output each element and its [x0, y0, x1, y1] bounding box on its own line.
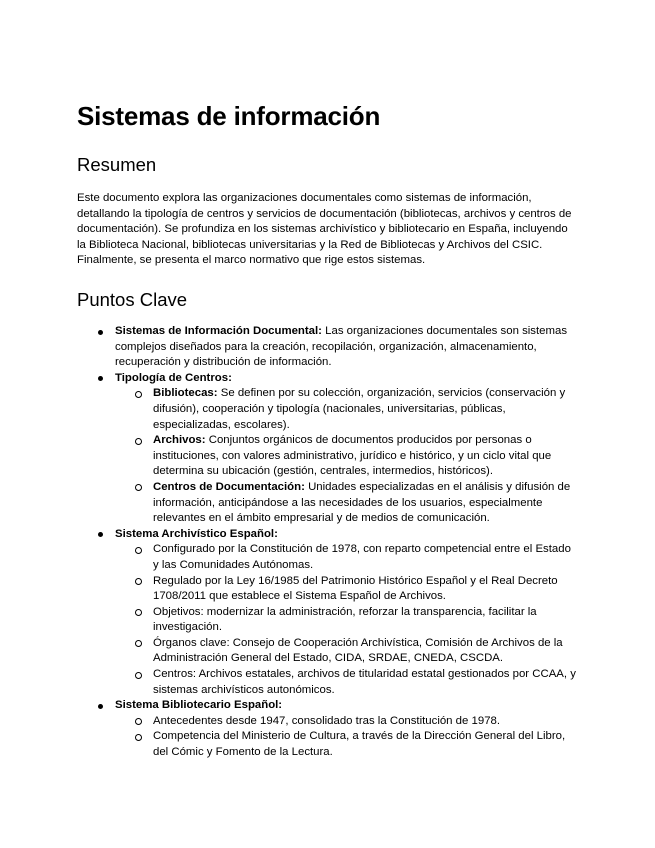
- subitem-text: Conjuntos orgánicos de documentos producidos por personas o instituciones, con valores administrativo, jurídico e histórico, y un ciclo vital que determina su ubicación (gestión, centrales, intermedios, históricos).: [153, 434, 552, 478]
- key-point-item: [77, 527, 577, 699]
- key-point-subitem: [115, 667, 577, 698]
- key-point-sublist: [115, 714, 577, 761]
- subitem-text: Unidades especializadas en el análisis y difusión de información, anticipándose a las necesidades de los usuarios, especialmente relevantes en el ámbito empresarial y de medios de comunicación.: [153, 480, 571, 525]
- document-title: Sistemas de información: [77, 101, 381, 131]
- key-point-label: Sistemas de Información Documental:: [115, 325, 322, 337]
- key-point-sublist: [115, 542, 577, 698]
- summary-heading: Resumen: [77, 154, 157, 175]
- subitem-text: Órganos clave: Consejo de Cooperación Archivística, Comisión de Archivos de la Administración General del Estado, CIDA, SRDAE, CNEDA, CSCDA.: [153, 636, 563, 665]
- subitem-text: Objetivos: modernizar la administración, reforzar la transparencia, facilitar la investigación.: [153, 605, 537, 634]
- key-point-text: Las organizaciones documentales son sistemas complejos diseñados para la creación, recopilación, organización, almacenamiento, recuperación y distribución de información.: [115, 325, 568, 369]
- subitem-text: Configurado por la Constitución de 1978, con reparto competencial entre el Estado y las Comunidades Autónomas.: [153, 543, 571, 571]
- key-point-item: [77, 324, 577, 371]
- key-point-subitem: [115, 433, 577, 480]
- key-point-subitem: [115, 636, 577, 667]
- subitem-label: Centros de Documentación:: [153, 480, 305, 493]
- key-point-item: [77, 698, 577, 760]
- key-point-subitem: [115, 574, 577, 605]
- subitem-text: Antecedentes desde 1947, consolidado tras la Constitución de 1978.: [153, 714, 501, 727]
- key-points-list: [77, 324, 577, 761]
- key-point-subitem: [115, 729, 577, 760]
- key-point-label: Sistema Bibliotecario Español:: [115, 699, 283, 712]
- subitem-text: Competencia del Ministerio de Cultura, a través de la Dirección General del Libro, del Cómic y Fomento de la Lectura.: [153, 730, 566, 759]
- summary-paragraph: Este documento explora las organizaciones documentales como sistemas de información, detallando la tipología de centros y servicios de documentación (bibliotecas, archivos y centros de documentación). Se profundiza en los sistemas archivístico y bibliotecario en España, incluyendo la Biblioteca Nacional, bibliotecas universitarias y la Red de Bibliotecas y Archivos del CSIC. Finalmente, se presenta el marco normativo que rige estos sistemas.: [77, 192, 572, 267]
- subitem-label: Bibliotecas:: [153, 387, 218, 400]
- key-point-label: Tipología de Centros:: [115, 371, 232, 384]
- key-point-item: [77, 371, 577, 527]
- key-point-subitem: [115, 542, 577, 573]
- key-point-subitem: [115, 480, 577, 527]
- key-point-subitem: [115, 386, 577, 433]
- subitem-text: Regulado por la Ley 16/1985 del Patrimonio Histórico Español y el Real Decreto 1708/2011 que establece el Sistema Español de Archivos.: [153, 574, 558, 603]
- subitem-text: Se definen por su colección, organización, servicios (conservación y difusión), cooperación y tipología (nacionales, universitarias, públicas, especializadas, escolares).: [153, 387, 566, 431]
- subitem-label: Archivos:: [153, 434, 206, 447]
- key-points-heading: Puntos Clave: [77, 289, 188, 310]
- key-point-label: Sistema Archivístico Español:: [115, 527, 278, 540]
- key-point-sublist: [115, 386, 577, 526]
- key-point-subitem: [115, 714, 577, 730]
- key-point-subitem: [115, 605, 577, 636]
- subitem-text: Centros: Archivos estatales, archivos de titularidad estatal gestionados por CCAA, y sistemas archivísticos autonómicos.: [153, 668, 576, 696]
